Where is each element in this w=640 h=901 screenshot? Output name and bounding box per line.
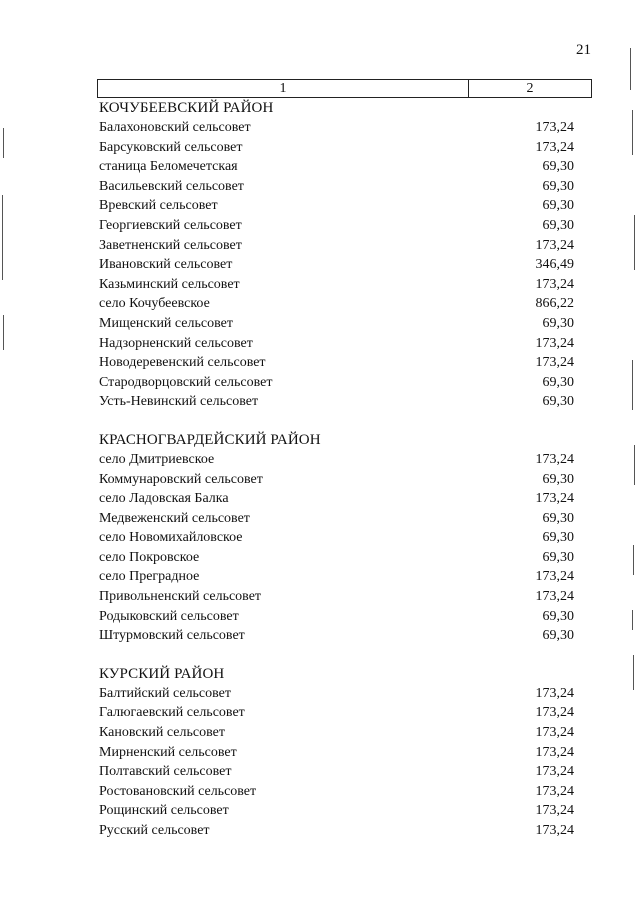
table-row [99,470,574,490]
settlement-value: 173,24 [535,725,574,741]
settlement-name: Балтийский сельсовет [99,685,232,701]
table-row [99,723,574,743]
settlement-name: село Кочубеевское [99,296,210,312]
settlement-name: Русский сельсовет [99,823,210,838]
settlement-value: 69,30 [542,510,574,526]
table-header-col1: 1 [98,80,469,97]
settlement-value: 173,24 [535,355,574,371]
settlement-name: Коммунаровский сельсовет [99,471,263,487]
settlement-value: 69,30 [542,471,574,487]
district-title: КУРСКИЙ РАЙОН [99,665,225,682]
settlement-name: Рощинский сельсовет [99,803,229,819]
table-row [99,626,574,646]
settlement-value: 69,30 [542,198,574,214]
table-row [99,607,574,627]
table-row [99,489,574,509]
settlement-name: Новодеревенский сельсовет [99,355,266,371]
table-header-col2: 2 [526,81,534,96]
settlement-name: Родыковский сельсовет [99,608,239,624]
settlement-name: Васильевский сельсовет [99,178,244,194]
table-row [99,762,574,782]
settlement-value: 69,30 [542,178,574,194]
settlement-name: село Покровское [99,549,200,565]
settlement-name: Стародворцовский сельсовет [99,374,273,390]
settlement-value: 173,24 [535,744,574,760]
settlement-value: 69,30 [542,628,574,644]
table-row [99,450,574,470]
settlement-name: Барсуковский сельсовет [99,139,243,155]
table-row [99,236,574,256]
settlement-value: 69,30 [542,608,574,624]
page-number: 21 [576,42,591,58]
settlement-name: Кановский сельсовет [99,725,225,741]
settlement-name: Усть-Невинский сельсовет [99,394,259,410]
settlement-value: 173,24 [535,491,574,507]
table-row [99,275,574,295]
settlement-name: Мищенский сельсовет [99,315,233,331]
table-header [97,79,592,98]
settlement-name: Полтавский сельсовет [99,764,232,780]
settlement-name: станица Беломечетская [99,159,238,175]
scan-edge-mark [632,360,633,410]
settlement-value: 173,24 [535,685,574,701]
scan-edge-mark [632,610,633,630]
table-row [99,587,574,607]
settlement-value: 173,24 [535,120,574,135]
table-row [99,314,574,334]
settlement-name: Штурмовский сельсовет [99,628,245,644]
scan-edge-mark [633,655,634,690]
table-row [99,138,574,158]
settlement-value: 69,30 [542,374,574,390]
settlement-value: 173,24 [535,335,574,351]
settlement-value: 173,24 [535,783,574,799]
settlement-value: 173,24 [535,237,574,253]
table-row [99,373,574,393]
settlement-value: 173,24 [535,589,574,605]
table-row [99,294,574,314]
settlement-value: 173,24 [535,705,574,721]
table-row [99,353,574,373]
settlement-name: Вревский сельсовет [99,198,218,214]
settlement-value: 173,24 [535,823,574,838]
settlement-name: Мирненский сельсовет [99,744,237,760]
document-body [99,98,574,841]
table-row [99,548,574,568]
settlement-name: Галюгаевский сельсовет [99,705,245,721]
settlement-name: Медвеженский сельсовет [99,510,250,526]
settlement-name: село Преградное [99,569,200,585]
settlement-name: Надзорненский сельсовет [99,335,253,351]
table-row [99,801,574,821]
district-section [99,664,574,841]
table-row [99,567,574,587]
table-row [99,392,574,412]
settlement-value: 173,24 [535,569,574,585]
district-title: КРАСНОГВАРДЕЙСКИЙ РАЙОН [99,431,321,448]
settlement-value: 69,30 [542,217,574,233]
settlement-name: Балахоновский сельсовет [99,120,251,135]
scan-edge-mark [3,128,4,158]
settlement-name: село Ладовская Балка [99,491,229,507]
scan-edge-mark [634,445,635,485]
district-section [99,430,574,646]
settlement-name: село Новомихайловское [99,530,243,546]
table-row [99,703,574,723]
table-row [99,216,574,236]
settlement-value: 69,30 [542,530,574,546]
settlement-value: 173,24 [535,764,574,780]
table-row [99,509,574,529]
settlement-name: село Дмитриевское [99,451,215,467]
scan-edge-mark [3,315,4,350]
settlement-name: Заветненский сельсовет [99,237,242,253]
scan-edge-mark [630,48,631,90]
district-title: КОЧУБЕЕВСКИЙ РАЙОН [99,100,274,116]
settlement-value: 866,22 [535,296,574,312]
settlement-value: 69,30 [542,315,574,331]
table-row [99,528,574,548]
table-row [99,821,574,841]
settlement-value: 69,30 [542,159,574,175]
table-row [99,196,574,216]
table-row [99,157,574,177]
table-row [99,334,574,354]
table-row [99,255,574,275]
table-row [99,782,574,802]
district-section [99,98,574,412]
settlement-value: 173,24 [535,803,574,819]
settlement-value: 173,24 [535,451,574,467]
table-row [99,684,574,704]
settlement-value: 69,30 [542,394,574,410]
table-row [99,743,574,763]
scan-edge-mark [2,195,3,280]
settlement-name: Ростовановский сельсовет [99,783,257,799]
settlement-value: 173,24 [535,276,574,292]
scan-edge-mark [632,110,633,155]
table-row [99,177,574,197]
scan-edge-mark [633,545,634,575]
settlement-name: Ивановский сельсовет [99,257,233,273]
settlement-value: 346,49 [535,257,574,273]
settlement-value: 69,30 [542,549,574,565]
table-row [99,118,574,138]
settlement-name: Георгиевский сельсовет [99,217,242,233]
settlement-name: Казьминский сельсовет [99,276,240,292]
settlement-value: 173,24 [535,139,574,155]
scan-edge-mark [634,215,635,270]
settlement-name: Привольненский сельсовет [99,589,262,605]
